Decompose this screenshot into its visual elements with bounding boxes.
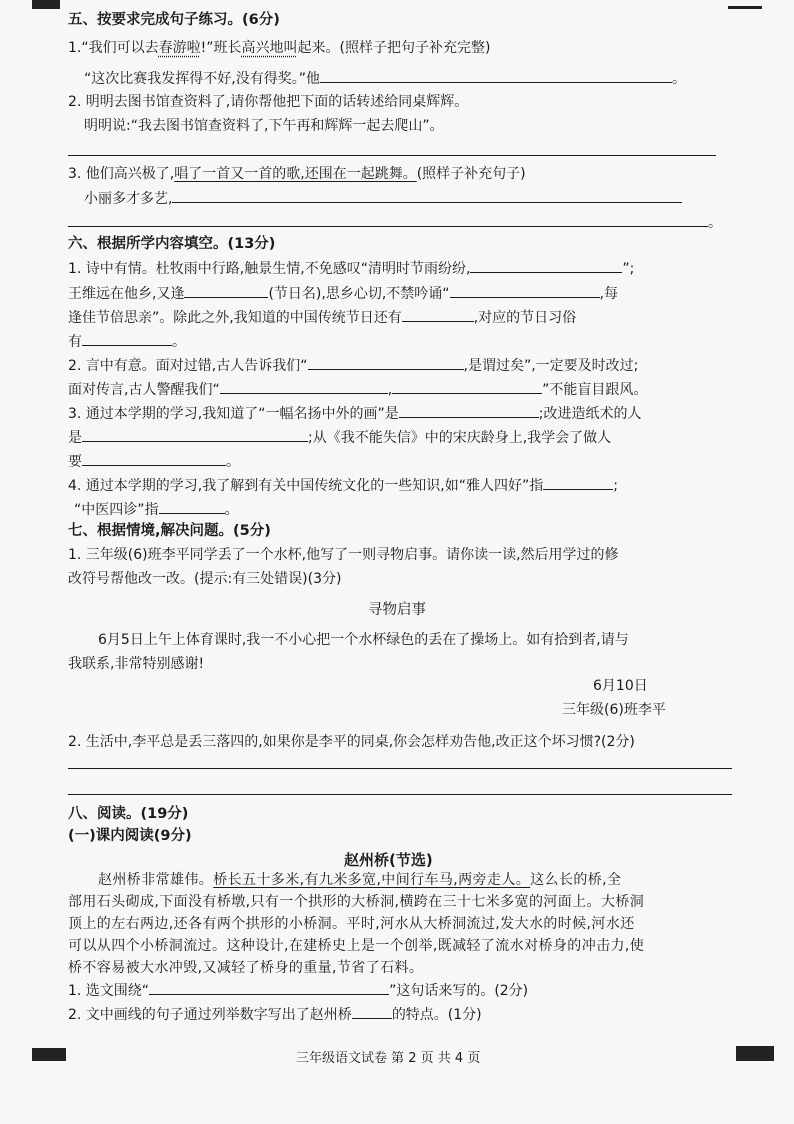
answer-blank[interactable] [149,980,389,995]
dotted-text: 高兴地叫 [241,40,298,56]
text: 逢佳节倍思亲”。除此之外,我知道的中国传统节日还有 [68,310,402,326]
text: 。 [224,502,239,518]
answer-blank[interactable] [172,188,682,203]
s6-q2-line1 [68,355,638,376]
text: 起来。(照样子把句子补充完整) [297,40,491,56]
registration-mark-bottom-right [736,1046,774,1061]
registration-mark-bottom-left [32,1048,66,1061]
s5-q3-answer-line [84,188,682,209]
s7-q1-line2: 改符号帮他改一改。(提示:有三处错误)(3分) [68,571,342,587]
text: 赵州桥非常雄伟。 [98,872,214,888]
section7-heading: 七、根据情境,解决问题。(5分) [68,523,271,539]
text: 要 [68,454,82,470]
underlined-text: 桥长五十多米,有九米多宽,中间行车马,两旁走人。 [213,872,531,888]
passage-line5: 桥不容易被大水冲毁,又减轻了桥身的重量,节省了石料。 [68,960,424,976]
answer-line[interactable] [68,155,716,156]
s6-q3-line1 [68,403,641,424]
answer-blank[interactable] [352,1004,392,1019]
answer-blank[interactable] [159,499,225,514]
text: ; [613,478,618,494]
text: !”班长 [200,40,242,56]
s6-q1-line3 [68,307,576,328]
answer-line[interactable] [68,768,732,769]
answer-blank[interactable] [68,212,708,227]
notice-date: 6月10日 [593,678,648,694]
s5-q3-prompt [68,164,526,184]
s6-q1-line2 [68,283,618,304]
answer-blank[interactable] [82,451,226,466]
s5-q2-quote: 明明说:“我去图书馆查资料了,下午再和辉辉一起去爬山”。 [84,118,444,134]
section8-heading: 八、阅读。(19分) [68,806,189,822]
s8-q1-prompt [68,980,528,1001]
text: “这次比赛我发挥得不好,没有得奖。”他 [84,71,320,87]
answer-blank[interactable] [320,68,672,83]
text: (节日名),思乡心切,不禁吟诵“ [268,286,450,302]
answer-blank[interactable] [470,258,622,273]
text: 王维远在他乡,又逢 [68,286,185,302]
dotted-text: 春游啦 [158,40,201,56]
section5-heading: 五、按要求完成句子练习。(6分) [68,12,280,28]
answer-line[interactable] [68,794,732,795]
text: 。 [708,215,722,231]
s6-q3-line3 [68,451,240,472]
text: 。 [671,71,686,87]
passage-line3: 顶上的左右两边,还各有两个拱形的小桥洞。平时,河水从大桥洞流过,发大水的时候,河水还 [68,916,635,932]
text: 有 [68,334,82,350]
text: (照样子补充句子) [416,166,526,182]
answer-blank[interactable] [308,355,464,370]
text: 面对传言,古人警醒我们“ [68,382,220,398]
text: , [387,382,393,398]
answer-blank[interactable] [82,331,172,346]
text: 2. 言中有意。面对过错,古人告诉我们“ [68,358,308,374]
s5-q1-prompt [68,38,490,58]
text: “我们可以去 [81,40,159,56]
q-num: 1. [68,40,82,56]
text: 。 [172,334,186,350]
s6-q4-line2 [74,499,239,520]
s6-q3-line2 [68,427,611,448]
notice-body-line1: 6月5日上午上体育课时,我一不小心把一个水杯绿色的丢在了操场上。如有拾到者,请与 [98,632,629,648]
s6-q1-line1 [68,258,634,279]
text: ”不能盲目跟风。 [542,382,648,398]
s6-q1-line4 [68,331,186,352]
text: ,每 [599,286,618,302]
answer-blank[interactable] [402,307,474,322]
s5-q1-answer-line [84,68,686,89]
text: “中医四诊”指 [74,502,159,518]
passage-line4: 可以从四个小桥洞流过。这种设计,在建桥史上是一个创举,既减轻了流水对桥身的冲击力,使 [68,938,645,954]
notice-title: 寻物启事 [368,602,426,618]
text: 小丽多才多艺, [84,191,173,207]
text: 。 [226,454,240,470]
text: 3. 他们高兴极了, [68,166,175,182]
answer-blank[interactable] [82,427,308,442]
underlined-text: 唱了一首又一首的歌,还围在一起跳舞。 [174,166,417,182]
text: 2. 文中画线的句子通过列举数字写出了赵州桥 [68,1007,352,1023]
registration-mark-top-right [728,6,762,9]
answer-blank[interactable] [220,379,388,394]
answer-blank[interactable] [392,379,542,394]
passage-line2: 部用石头砌成,下面没有桥墩,只有一个拱形的大桥洞,横跨在三十七米多宽的河面上。大桥洞 [68,894,645,910]
registration-mark-top-left [32,0,60,9]
notice-signature: 三年级(6)班李平 [562,702,666,718]
text: ;改进造纸术的人 [538,406,642,422]
text: ”; [622,261,635,277]
s7-q1-line1: 1. 三年级(6)班李平同学丢了一个水杯,他写了一则寻物启事。请你读一读,然后用学过的修 [68,547,619,563]
passage-line1 [98,870,621,890]
answer-blank[interactable] [543,475,613,490]
text: ,对应的节日习俗 [473,310,577,326]
text: 是 [68,430,82,446]
text: 3. 通过本学期的学习,我知道了“一幅名扬中外的画”是 [68,406,399,422]
text: ;从《我不能失信》中的宋庆龄身上,我学会了做人 [308,430,612,446]
section6-heading: 六、根据所学内容填空。(13分) [68,236,276,252]
s5-q2-prompt: 2. 明明去图书馆查资料了,请你帮他把下面的话转述给同桌辉辉。 [68,94,469,110]
text: ”这句话来写的。(2分) [389,983,529,999]
text: 的特点。(1分) [391,1007,482,1023]
s6-q2-line2 [68,379,647,400]
answer-blank[interactable] [184,283,268,298]
notice-body-line2: 我联系,非常特别感谢! [68,656,205,672]
page-footer: 三年级语文试卷 第 2 页 共 4 页 [296,1051,481,1066]
text: ,是谓过矣”,一定要及时改过; [463,358,639,374]
s6-q4-line1 [68,475,618,496]
passage-title: 赵州桥(节选) [344,851,433,869]
answer-blank[interactable] [450,283,600,298]
text: 这么长的桥,全 [530,872,622,888]
section8-sub1: (一)课内阅读(9分) [68,828,192,844]
text: 1. 诗中有情。杜牧雨中行路,触景生情,不免感叹“清明时节雨纷纷, [68,261,471,277]
s5-q3-answer-line2 [68,212,722,233]
text: 4. 通过本学期的学习,我了解到有关中国传统文化的一些知识,如“雅人四好”指 [68,478,544,494]
answer-blank[interactable] [399,403,539,418]
s7-q2-prompt: 2. 生活中,李平总是丢三落四的,如果你是李平的同桌,你会怎样劝告他,改正这个坏习惯?(2分) [68,734,635,750]
s8-q2-prompt [68,1004,482,1025]
text: 1. 选文围绕“ [68,983,150,999]
